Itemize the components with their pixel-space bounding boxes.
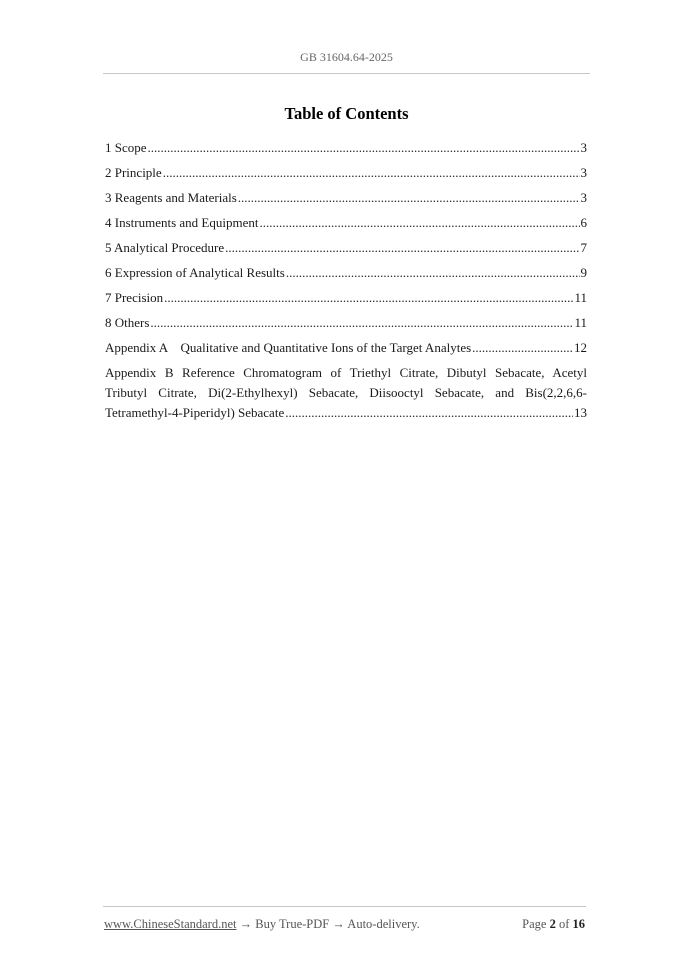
toc-entry-reagents[interactable]: [105, 188, 587, 213]
footer-divider: [103, 906, 586, 907]
toc-entry-page: 11: [574, 315, 587, 330]
toc-leader-dots: [164, 288, 573, 308]
toc-leader-dots: [285, 403, 573, 423]
toc-entry-procedure[interactable]: [105, 238, 587, 263]
footer-promo: [104, 917, 420, 932]
toc-entry-label: 4 Instruments and Equipment: [105, 215, 259, 230]
page-header-doc-code: GB 31604.64-2025: [300, 50, 393, 64]
toc-entry-page: 6: [580, 215, 587, 230]
toc-entry-label: 1 Scope: [105, 140, 147, 155]
toc-entry-label: 5 Analytical Procedure: [105, 240, 225, 255]
toc-entry-label: 6 Expression of Analytical Results: [105, 265, 285, 280]
toc-entry-label-line-3: Tetramethyl-4-Piperidyl) Sebacate: [105, 405, 285, 420]
toc-entry-page: 13: [574, 405, 587, 420]
page-word: Page: [522, 917, 547, 931]
toc-entry-label-line-2: Tributyl Citrate, Di(2-Ethylhexyl) Sebacate, Diisooctyl Sebacate, and Bis(2,2,6,6-: [105, 385, 587, 400]
toc-leader-dots: [238, 188, 580, 208]
site-link[interactable]: www.ChineseStandard.net: [104, 917, 237, 931]
toc-entry-label: 3 Reagents and Materials: [105, 190, 237, 205]
toc-entry-principle[interactable]: [105, 163, 587, 188]
toc-entry-label: 2 Principle: [105, 165, 162, 180]
toc-entry-appendix-a[interactable]: [105, 338, 587, 363]
toc-entry-results[interactable]: [105, 263, 587, 288]
toc-leader-dots: [472, 338, 573, 358]
toc-entry-page: 3: [580, 140, 587, 155]
header-divider: [103, 73, 590, 74]
toc-entry-page: 12: [574, 340, 587, 355]
toc-entry-label: 8 Others: [105, 315, 150, 330]
page-current: 2: [549, 917, 556, 931]
toc-entry-appendix-b[interactable]: [105, 363, 587, 423]
toc-leader-dots: [148, 138, 580, 158]
toc-entry-scope[interactable]: [105, 138, 587, 163]
toc-entry-page: 3: [580, 165, 587, 180]
toc-title: Table of Contents: [284, 104, 409, 123]
toc-entry-precision[interactable]: [105, 288, 587, 313]
toc-entry-others[interactable]: [105, 313, 587, 338]
toc-entry-label: 7 Precision: [105, 290, 164, 305]
toc-leader-dots: [225, 238, 579, 258]
toc-entry-page: 11: [574, 290, 587, 305]
page-total: 16: [572, 917, 585, 931]
toc-leader-dots: [259, 213, 579, 233]
page-footer: [104, 917, 585, 932]
toc-entry-instruments[interactable]: [105, 213, 587, 238]
toc-entry-label: Appendix A Qualitative and Quantitative Ions of the Target Analytes: [105, 340, 472, 355]
toc-entry-page: 9: [580, 265, 587, 280]
toc-entry-page: 3: [580, 190, 587, 205]
table-of-contents: [105, 138, 587, 423]
footer-promo-text: → Buy True-PDF → Auto-delivery.: [236, 917, 420, 931]
toc-leader-dots: [163, 163, 580, 183]
of-word: of: [558, 917, 570, 931]
page-indicator: [522, 917, 585, 932]
toc-leader-dots: [150, 313, 573, 333]
toc-entry-page: 7: [580, 240, 587, 255]
toc-leader-dots: [286, 263, 580, 283]
toc-entry-label-line-1: Appendix B Reference Chromatogram of Triethyl Citrate, Dibutyl Sebacate, Acetyl: [105, 365, 587, 380]
